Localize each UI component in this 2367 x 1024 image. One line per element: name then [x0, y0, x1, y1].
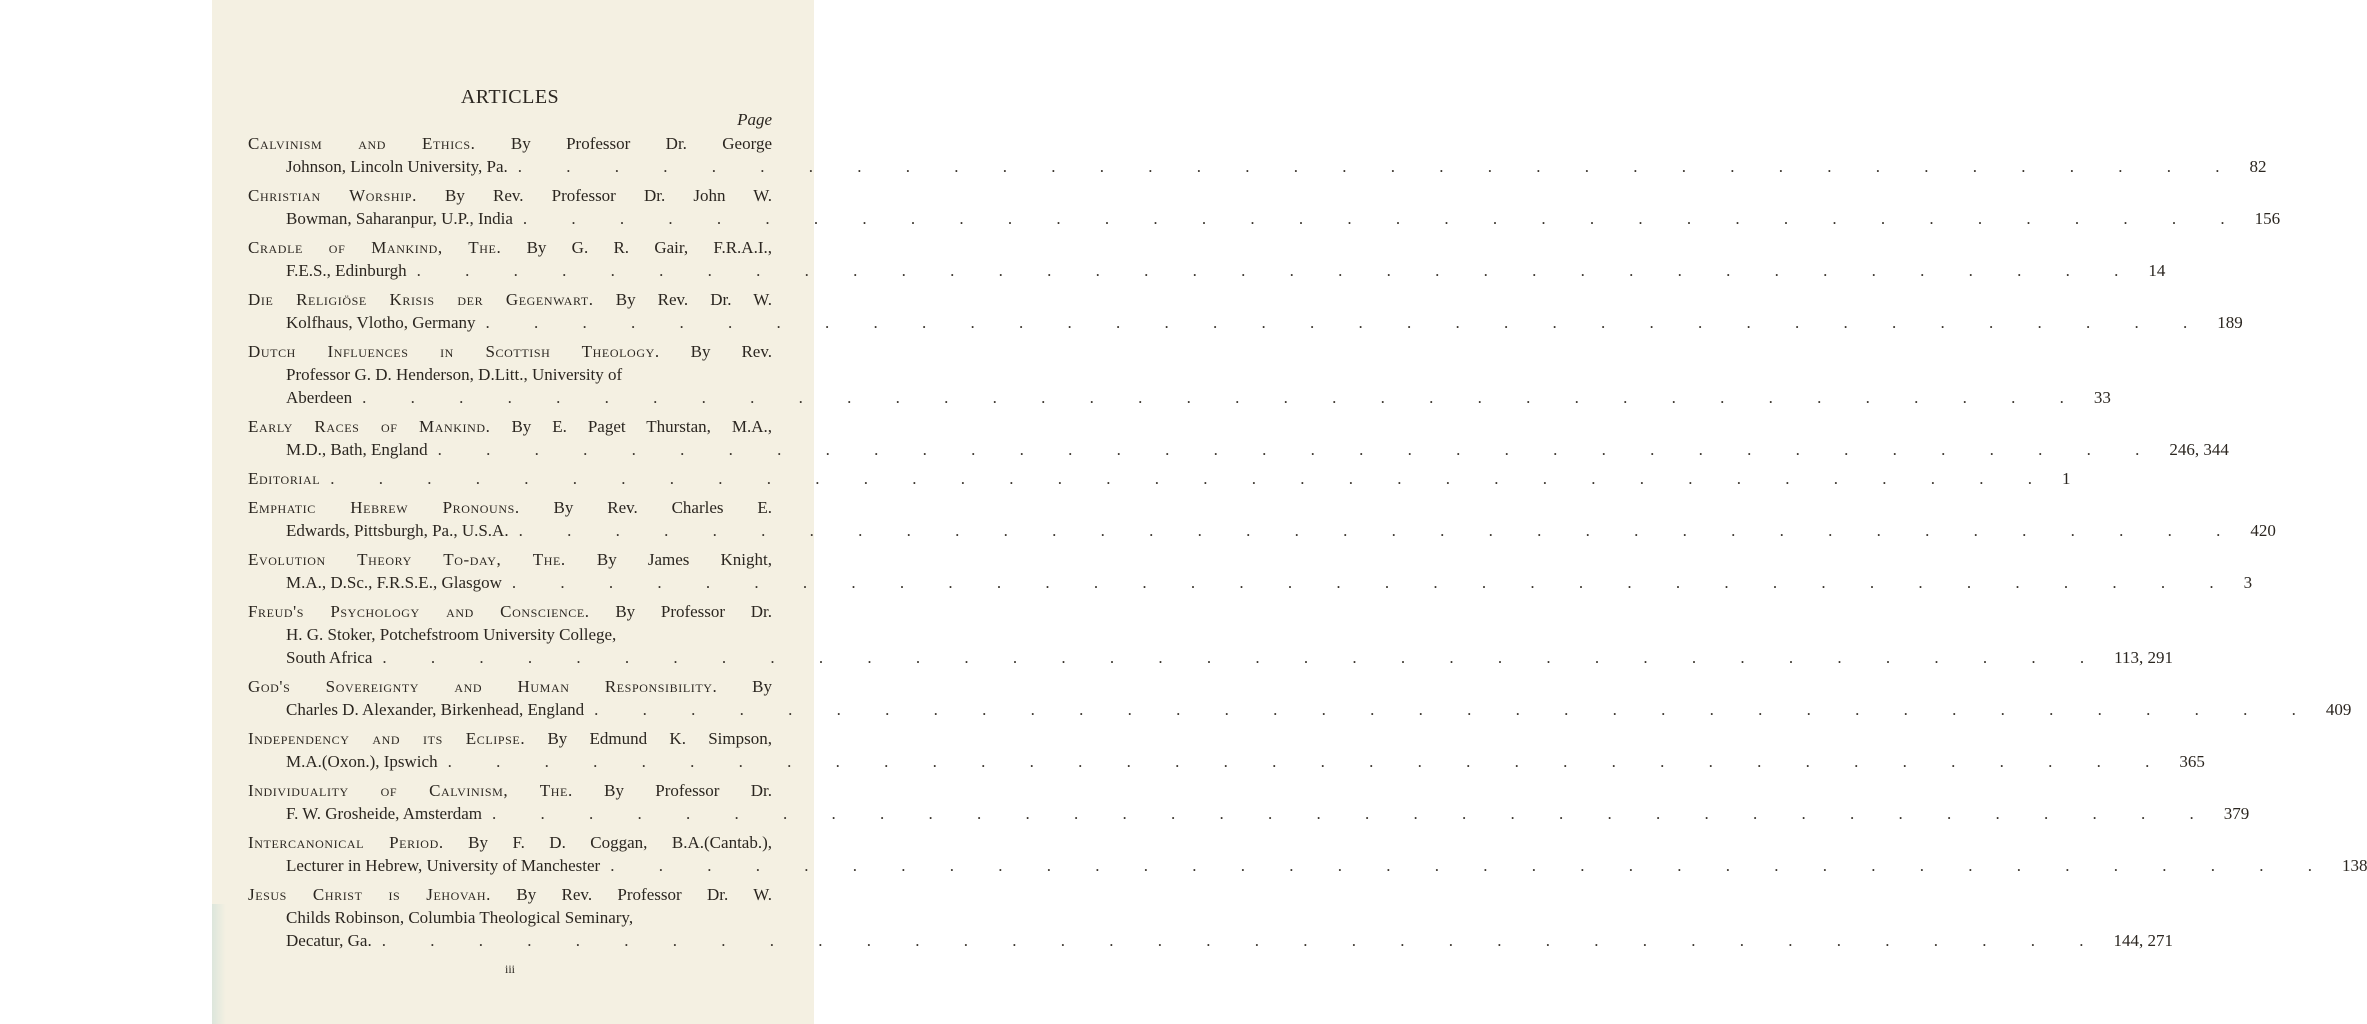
page-number: 156 — [2254, 209, 2281, 228]
entry-title: Evolution Theory To-day, The. — [248, 550, 566, 569]
entry-title: Cradle of Mankind, The. — [248, 238, 502, 257]
dot-leader: . . . . . . . . . . . . . . . . . . . . . . . . . . . . . . . . . . . . — [594, 700, 2316, 719]
page-folio: iii — [504, 962, 515, 976]
entry-line-text: Bowman, Saharanpur, U.P., India — [286, 209, 513, 228]
page-heading: ARTICLES — [460, 86, 560, 108]
entry-line: Dutch Influences in Scottish Theology. By Rev. — [248, 342, 772, 361]
index-entry — [248, 548, 2253, 594]
entry-title: Emphatic Hebrew Pronouns. — [248, 498, 520, 517]
entry-final-line — [248, 467, 2071, 490]
dot-leader: . . . . . . . . . . . . . . . . . . . . . . . . . . . . . . . . . . . . — [362, 388, 2084, 407]
entry-final-line — [248, 646, 2174, 669]
index-entry — [248, 132, 2267, 178]
entry-line: Intercanonical Period. By F. D. Coggan, B.A.(Cantab.), — [248, 833, 772, 852]
dot-leader: . . . . . . . . . . . . . . . . . . . . . . . . . . . . . . . . . . . . — [517, 157, 2240, 176]
entry-line: Jesus Christ is Jehovah. By Rev. Professor Dr. W. — [248, 885, 772, 904]
index-entry — [248, 779, 2250, 825]
entry-title: Independency and its Eclipse. — [248, 729, 526, 748]
entry-line-text: F.E.S., Edinburgh — [286, 261, 407, 280]
entry-final-line — [248, 259, 2166, 282]
index-entry — [248, 727, 2205, 773]
entry-line: Early Races of Mankind. By E. Paget Thurstan, M.A., — [248, 417, 772, 436]
entry-title: Christian Worship. — [248, 186, 417, 205]
entry-title: Freud's Psychology and Conscience. — [248, 602, 590, 621]
entry-line: Die Religiöse Krisis der Gegenwart. By Rev. Dr. W. — [248, 290, 772, 309]
entry-line-text: M.D., Bath, England — [286, 440, 428, 459]
entry-final-line — [248, 386, 2111, 409]
dot-leader: . . . . . . . . . . . . . . . . . . . . . . . . . . . . . . . . . . . . — [522, 209, 2245, 228]
page-number: 1 — [2061, 469, 2071, 488]
page-number: 365 — [2179, 752, 2205, 771]
entry-line: Christian Worship. By Rev. Professor Dr. John W. — [248, 186, 772, 205]
page-number: 14 — [2148, 261, 2166, 280]
entry-line-text: Charles D. Alexander, Birkenhead, England — [286, 700, 585, 719]
entry-line: Professor G. D. Henderson, D.Litt., University of — [286, 365, 623, 384]
index-entry — [248, 831, 2367, 877]
entry-line-text: Aberdeen — [286, 388, 353, 407]
entry-line: Independency and its Eclipse. By Edmund K. Simpson, — [248, 729, 772, 748]
book-page — [212, 0, 2367, 1024]
entry-final-line — [248, 155, 2267, 178]
entry-line-text: Johnson, Lincoln University, Pa. — [286, 157, 508, 176]
entry-line-text: M.A.(Oxon.), Ipswich — [286, 752, 438, 771]
index-entry — [248, 675, 2352, 721]
index-entry — [248, 184, 2281, 230]
entry-line: Calvinism and Ethics. By Professor Dr. George — [248, 134, 772, 153]
entry-final-line — [248, 519, 2276, 542]
dot-leader: . . . . . . . . . . . . . . . . . . . . . . . . . . . . . . . . . . . . — [381, 931, 2104, 950]
entry-line: Freud's Psychology and Conscience. By Professor Dr. — [248, 602, 772, 621]
page-column-label: Page — [737, 110, 772, 129]
page-number: 113, 291 — [2114, 648, 2174, 667]
entry-final-line — [248, 571, 2253, 594]
dot-leader: . . . . . . . . . . . . . . . . . . . . . . . . . . . . . . . . . . . . — [416, 261, 2139, 280]
entry-title: Early Races of Mankind. — [248, 417, 491, 436]
entry-line-text: Kolfhaus, Vlotho, Germany — [286, 313, 476, 332]
index-entry — [248, 415, 2229, 461]
entry-line: Individuality of Calvinism, The. By Professor Dr. — [248, 781, 772, 800]
dot-leader: . . . . . . . . . . . . . . . . . . . . . . . . . . . . . . . . . . . . — [518, 521, 2241, 540]
page-number: 189 — [2217, 313, 2243, 332]
page-number: 138 — [2341, 856, 2367, 875]
page-number: 379 — [2223, 804, 2250, 823]
index-entry — [248, 467, 2071, 490]
entry-line-text: F. W. Grosheide, Amsterdam — [286, 804, 483, 823]
entry-line-text: Edwards, Pittsburgh, Pa., U.S.A. — [286, 521, 509, 540]
entry-line-text: Decatur, Ga. — [286, 931, 372, 950]
dot-leader: . . . . . . . . . . . . . . . . . . . . . . . . . . . . . . . . . . . . — [485, 313, 2208, 332]
page-number: 144, 271 — [2113, 931, 2173, 950]
entry-line: God's Sovereignty and Human Responsibility. By — [248, 677, 772, 696]
entry-title: Individuality of Calvinism, The. — [248, 781, 573, 800]
page-number: 420 — [2250, 521, 2276, 540]
entry-final-line — [248, 802, 2250, 825]
page-number: 33 — [2093, 388, 2111, 407]
entry-title: Editorial — [248, 469, 321, 488]
entry-line-text: Lecturer in Hebrew, University of Manchester — [286, 856, 601, 875]
entry-title: Intercanonical Period. — [248, 833, 444, 852]
entry-line: Childs Robinson, Columbia Theological Seminary, — [286, 908, 634, 927]
index-entry — [248, 883, 2173, 952]
dot-leader: . . . . . . . . . . . . . . . . . . . . . . . . . . . . . . . . . . . . — [382, 648, 2105, 667]
page-number: 82 — [2249, 157, 2267, 176]
page-number: 3 — [2243, 573, 2253, 592]
entry-final-line — [248, 698, 2352, 721]
dot-leader: . . . . . . . . . . . . . . . . . . . . . . . . . . . . . . . . . . . . — [492, 804, 2214, 823]
dot-leader: . . . . . . . . . . . . . . . . . . . . . . . . . . . . . . . . . . . . — [447, 752, 2170, 771]
entry-line: Emphatic Hebrew Pronouns. By Rev. Charles E. — [248, 498, 772, 517]
page-number: 409 — [2325, 700, 2352, 719]
index-entry — [248, 288, 2243, 334]
entry-final-line — [248, 207, 2281, 230]
index-entry — [248, 600, 2174, 669]
entry-final-line — [248, 438, 2229, 461]
page-number: 246, 344 — [2169, 440, 2229, 459]
entry-title: Calvinism and Ethics. — [248, 134, 476, 153]
entry-line: H. G. Stoker, Potchefstroom University College, — [286, 625, 617, 644]
entry-title: God's Sovereignty and Human Responsibility. — [248, 677, 718, 696]
entry-title: Dutch Influences in Scottish Theology. — [248, 342, 660, 361]
dot-leader: . . . . . . . . . . . . . . . . . . . . . . . . . . . . . . . . . . . . — [610, 856, 2332, 875]
entry-line-text — [248, 467, 320, 490]
entry-title: Die Religiöse Krisis der Gegenwart. — [248, 290, 594, 309]
dot-leader: . . . . . . . . . . . . . . . . . . . . . . . . . . . . . . . . . . . . — [511, 573, 2234, 592]
entry-final-line — [248, 929, 2173, 952]
entry-line: Evolution Theory To-day, The. By James Knight, — [248, 550, 772, 569]
index-entry — [248, 496, 2276, 542]
entry-final-line — [248, 750, 2205, 773]
dot-leader: . . . . . . . . . . . . . . . . . . . . . . . . . . . . . . . . . . . . — [330, 469, 2052, 488]
entry-line: Cradle of Mankind, The. By G. R. Gair, F.R.A.I., — [248, 238, 772, 257]
index-entry — [248, 340, 2111, 409]
articles-index — [248, 132, 2367, 958]
entry-line-text: South Africa — [286, 648, 373, 667]
index-entry — [248, 236, 2166, 282]
dot-leader: . . . . . . . . . . . . . . . . . . . . . . . . . . . . . . . . . . . . — [437, 440, 2160, 459]
entry-final-line — [248, 311, 2243, 334]
entry-title: Jesus Christ is Jehovah. — [248, 885, 492, 904]
entry-final-line — [248, 854, 2367, 877]
entry-line-text: M.A., D.Sc., F.R.S.E., Glasgow — [286, 573, 502, 592]
